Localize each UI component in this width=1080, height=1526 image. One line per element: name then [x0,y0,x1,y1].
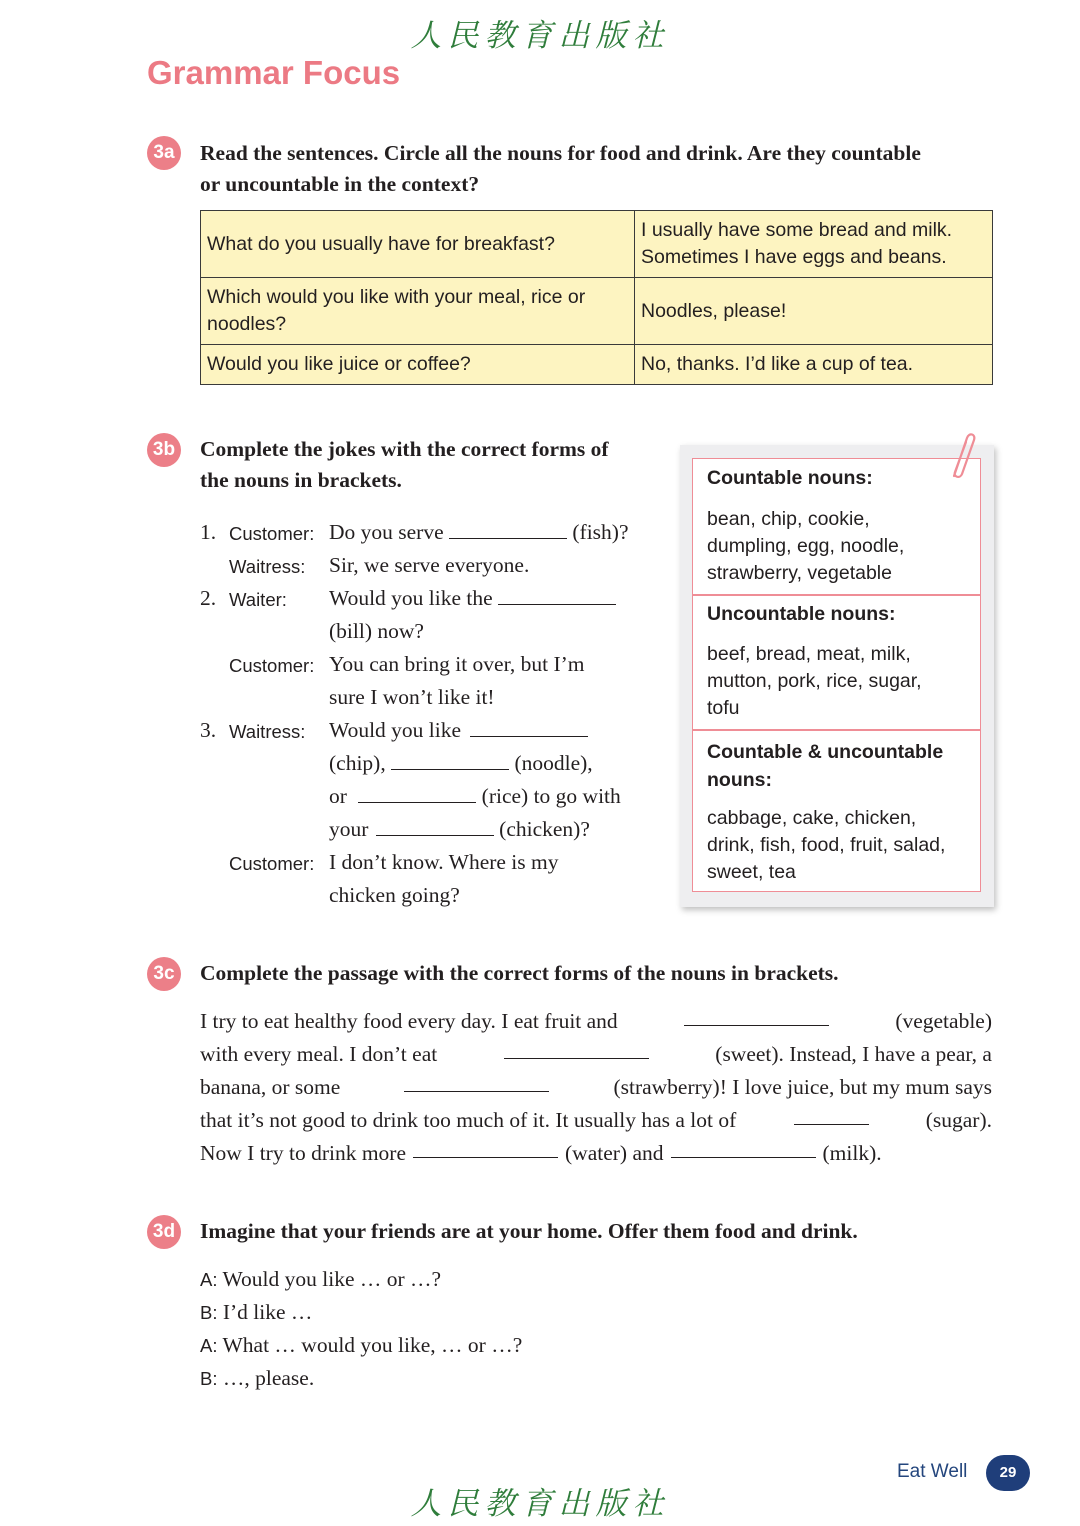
dialog-line [200,1296,522,1329]
passage-text: (milk). [822,1141,882,1165]
answer-blank[interactable] [376,815,494,836]
noun-types-card [692,458,981,892]
passage-text: banana, or some [200,1075,341,1099]
passage-text: I try to eat healthy food every day. I eat fruit and [200,1009,618,1033]
passage [200,1005,992,1170]
heading-line: Countable & uncountable [707,741,944,763]
dialog-text: What … would you like, … or …? [222,1333,523,1357]
joke-text [329,582,616,615]
list-line: sweet, tea [707,861,796,883]
joke-text [329,780,621,813]
list-line: strawberry, vegetable [707,562,892,584]
exercise-badge-3b: 3b [147,433,181,467]
uncountable-list [707,641,922,722]
joke-text: (bill) now? [329,619,424,643]
passage-line [200,1104,992,1137]
question-line: Which would you like with your meal, rice or [207,286,586,308]
instruction-3b-line2: the nouns in brackets. [200,468,402,492]
speaker-label: B: [200,1368,218,1389]
passage-text: that it’s not good to drink too much of it. It usually has a lot of [200,1108,737,1132]
countable-list [707,506,904,587]
question-line: noodles? [207,313,287,335]
passage-text: with every meal. I don’t eat [200,1042,438,1066]
dialog-text: …, please. [222,1366,315,1390]
instruction-3a-line2: or uncountable in the context? [200,172,480,196]
answer-cell [635,211,993,278]
dialog-line [200,1263,522,1296]
question-cell: What do you usually have for breakfast? [201,211,635,278]
joke-text: sure I won’t like it! [329,685,495,709]
joke-text-part: (noodle), [514,751,593,775]
table-row [201,278,993,345]
answer-blank[interactable] [498,584,616,605]
both-heading [707,738,943,794]
jokes [200,516,670,912]
passage-text: (water) and [565,1141,664,1165]
speaker-label: B: [200,1302,218,1323]
answer-blank[interactable] [671,1137,816,1158]
answer-line: I usually have some bread and milk. [641,219,953,241]
instruction-3b [200,434,609,496]
joke-text [329,747,593,780]
instruction-3a [200,138,921,200]
speaker-label: A: [200,1269,218,1290]
joke-text: I don’t know. Where is my [329,850,559,874]
joke-text-part: (rice) to go with [481,784,621,808]
joke-text-part: Would you like [329,718,462,742]
question-cell: Would you like juice or coffee? [201,345,635,385]
instruction-3b-line1: Complete the jokes with the correct forms of [200,437,609,461]
answer-blank[interactable] [794,1104,869,1125]
joke-text [329,714,588,747]
uncountable-heading: Uncountable nouns: [707,603,896,625]
passage-text: Now I try to drink more [200,1141,407,1165]
answer-cell: No, thanks. I’d like a cup of tea. [635,345,993,385]
answer-cell: Noodles, please! [635,278,993,345]
passage-text: (sugar). [925,1108,992,1132]
dialog-line [200,1329,522,1362]
question-cell [201,278,635,345]
divider [693,594,980,596]
joke-text-part: (chicken)? [499,817,590,841]
unit-title: Eat Well [897,1461,968,1482]
joke-text-part: Would you like the [329,586,493,610]
joke-text [329,813,590,846]
dialog [200,1263,522,1395]
answer-blank[interactable] [404,1071,549,1092]
list-line: dumpling, egg, noodle, [707,535,905,557]
publisher-mark-footer: 人民教育出版社 [410,1486,670,1522]
joke-text: Sir, we serve everyone. [329,553,530,577]
joke-number: 3. [200,718,217,742]
table-row [201,345,993,385]
section-title: Grammar Focus [147,54,401,91]
speaker-label: Waiter: [229,589,287,610]
food-sentences-table [200,210,993,385]
answer-blank[interactable] [449,518,567,539]
instruction-3c: Complete the passage with the correct forms of the nouns in brackets. [200,961,839,985]
passage-line [200,1071,992,1104]
dialog-text: I’d like … [222,1300,313,1324]
dialog-text: Would you like … or …? [222,1267,442,1291]
exercise-badge-3a: 3a [147,136,181,170]
instruction-3a-line1: Read the sentences. Circle all the nouns for food and drink. Are they countable [200,141,921,165]
joke-text-part: (fish)? [572,520,629,544]
list-line: drink, fish, food, fruit, salad, [707,834,946,856]
list-line: bean, chip, cookie, [707,508,870,530]
passage-line [200,1038,992,1071]
passage-line [200,1137,992,1170]
speaker-label: A: [200,1335,218,1356]
speaker-label: Waitress: [229,721,306,742]
joke-number: 1. [200,520,217,544]
heading-line: nouns: [707,769,772,791]
table-row [201,211,993,278]
answer-blank[interactable] [391,749,509,770]
list-line: tofu [707,697,740,719]
joke-text-part: your [329,817,369,841]
joke-text [329,516,629,549]
passage-text: (vegetable) [895,1009,992,1033]
speaker-label: Customer: [229,655,315,676]
speaker-label: Customer: [229,523,315,544]
publisher-mark: 人民教育出版社 [410,18,670,54]
exercise-badge-3d: 3d [147,1215,181,1249]
speaker-label: Customer: [229,853,315,874]
joke-text-part: or [329,784,347,808]
divider [693,729,980,731]
list-line: cabbage, cake, chicken, [707,807,917,829]
joke-text-part: Do you serve [329,520,444,544]
answer-blank[interactable] [413,1137,558,1158]
speaker-label: Waitress: [229,556,306,577]
passage-text: (strawberry)! I love juice, but my mum says [613,1075,992,1099]
answer-blank[interactable] [358,782,476,803]
list-line: beef, bread, meat, milk, [707,643,911,665]
instruction-3d: Imagine that your friends are at your home. Offer them food and drink. [200,1219,858,1243]
answer-blank[interactable] [684,1005,829,1026]
page-number: 29 [986,1455,1030,1491]
passage-text: (sweet). Instead, I have a pear, a [715,1042,992,1066]
list-line: mutton, pork, rice, sugar, [707,670,922,692]
answer-blank[interactable] [470,716,588,737]
joke-number: 2. [200,586,217,610]
dialog-line [200,1362,522,1395]
answer-line: Sometimes I have eggs and beans. [641,246,947,268]
countable-heading: Countable nouns: [707,467,873,489]
paperclip-icon [940,428,978,482]
answer-blank[interactable] [504,1038,649,1059]
joke-text: chicken going? [329,883,460,907]
both-list [707,805,945,886]
exercise-badge-3c: 3c [147,957,181,991]
joke-text: You can bring it over, but I’m [329,652,585,676]
passage-line [200,1005,992,1038]
joke-text-part: (chip), [329,751,386,775]
